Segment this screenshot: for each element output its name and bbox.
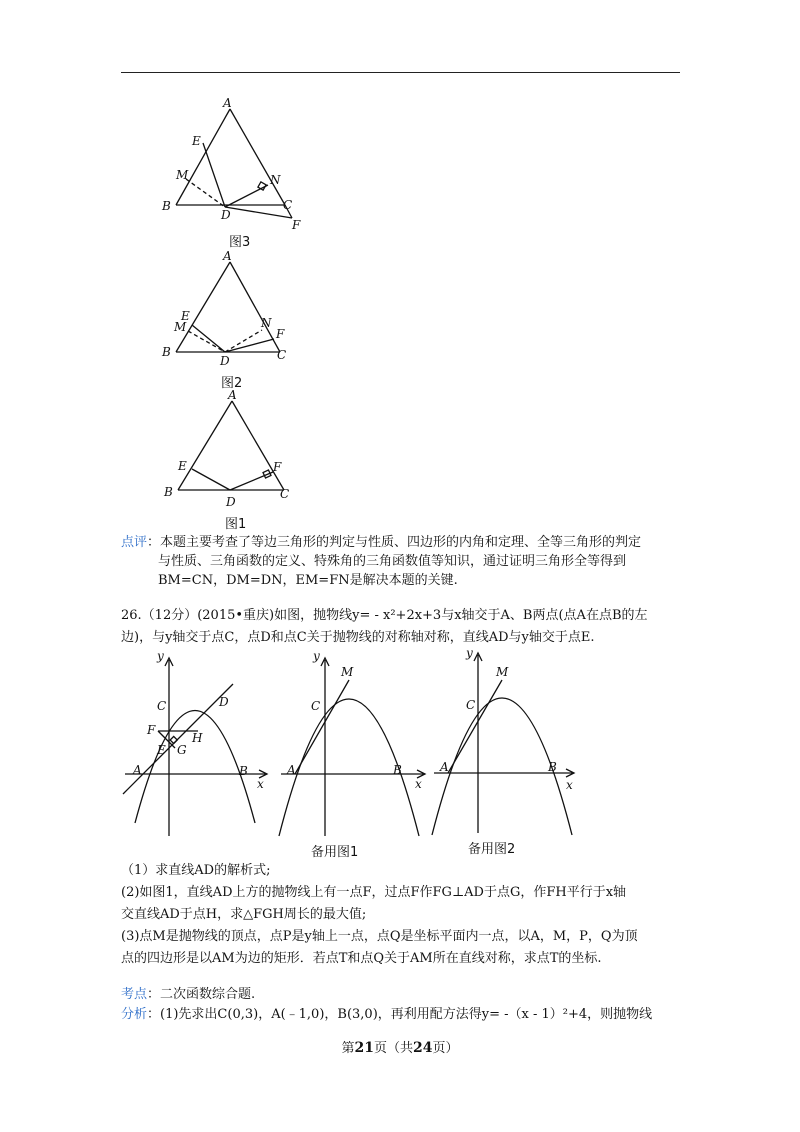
graph-figure-3 xyxy=(430,645,590,837)
label-A: A xyxy=(133,763,142,777)
label-C: C xyxy=(283,198,293,212)
axis-y: y xyxy=(157,649,164,663)
label-N: N xyxy=(270,173,281,187)
problem-line-2: 边)，与y轴交于点C，点D和点C关于抛物线的对称轴对称，直线AD与y轴交于点E. xyxy=(121,630,595,645)
label-E: E xyxy=(181,309,190,323)
label-C: C xyxy=(466,698,476,712)
question-3-line-2: 点的四边形是以AM为边的矩形．若点T和点Q关于AM所在直线对称，求点T的坐标. xyxy=(121,951,602,966)
label-B: B xyxy=(164,485,173,499)
label-M: M xyxy=(496,665,509,679)
label-N: N xyxy=(261,316,272,330)
label-B: B xyxy=(239,764,248,778)
fenxi-line: 分析：(1)先求出C(0,3)，A(﹣1,0)，B(3,0)，再利用配方法得y= -（x - 1）²+4，则抛物线 xyxy=(121,1007,653,1022)
label-M: M xyxy=(176,168,189,182)
label-E: E xyxy=(178,459,187,473)
comment-line-2: 与性质、三角函数的定义、特殊角的三角函数值等知识，通过证明三角形全等得到 xyxy=(158,554,627,569)
label-B: B xyxy=(548,760,557,774)
question-3-line-1: (3)点M是抛物线的顶点，点P是y轴上一点，点Q是坐标平面内一点，以A，M，P，Q为顶 xyxy=(121,929,638,944)
fenxi-label: 分析 xyxy=(121,1007,148,1022)
figure-3-caption: 图3 xyxy=(229,235,251,250)
label-F: F xyxy=(147,723,156,737)
axis-x: x xyxy=(415,777,422,791)
comment-line-3: BM=CN，DM=DN，EM=FN是解决本题的关键. xyxy=(158,573,458,588)
label-C: C xyxy=(311,699,321,713)
label-A: A xyxy=(223,96,232,110)
problem-line-1: 26.（12分）(2015•重庆)如图，抛物线y= - x²+2x+3与x轴交于A、B两点(点A在点B的左 xyxy=(121,608,648,623)
label-C: C xyxy=(280,487,290,501)
label-F: F xyxy=(292,218,301,232)
label-B: B xyxy=(393,763,402,777)
figure-1 xyxy=(150,386,320,511)
header-rule xyxy=(121,72,680,73)
graph-figure-1 xyxy=(115,648,275,840)
label-C: C xyxy=(157,699,167,713)
label-B: B xyxy=(162,345,171,359)
label-A: A xyxy=(287,763,296,777)
label-C: C xyxy=(277,348,287,362)
label-A: A xyxy=(223,249,232,263)
graph-3-caption: 备用图2 xyxy=(468,842,516,857)
page-total: 24 xyxy=(413,1040,433,1056)
axis-x: x xyxy=(566,778,573,792)
label-E: E xyxy=(192,134,201,148)
axis-x: x xyxy=(257,777,264,791)
kaodian-line: 考点：二次函数综合题. xyxy=(121,987,256,1002)
label-D: D xyxy=(221,208,231,222)
label-B: B xyxy=(162,199,171,213)
figure-1-caption: 图1 xyxy=(225,517,247,532)
question-2-line-1: (2)如图1，直线AD上方的抛物线上有一点F，过点F作FG⊥AD于点G，作FH平行于x轴 xyxy=(121,885,627,900)
label-F: F xyxy=(276,327,285,341)
label-D: D xyxy=(226,495,236,509)
label-M: M xyxy=(174,320,187,334)
label-A: A xyxy=(440,760,449,774)
kaodian-label: 考点 xyxy=(121,987,148,1002)
question-2-line-2: 交直线AD于点H，求△FGH周长的最大值; xyxy=(121,907,367,922)
label-M: M xyxy=(341,665,354,679)
question-1: （1）求直线AD的解析式; xyxy=(121,863,271,878)
page-footer: 第21页（共24页） xyxy=(341,1040,459,1056)
axis-y: y xyxy=(466,646,473,660)
graph-2-caption: 备用图1 xyxy=(311,845,359,860)
label-H: H xyxy=(192,731,203,745)
comment-label: 点评 xyxy=(121,535,148,550)
page-number: 21 xyxy=(354,1040,374,1056)
label-G: G xyxy=(177,743,187,757)
figure-2-caption: 图2 xyxy=(221,376,243,391)
axis-y: y xyxy=(313,649,320,663)
label-F: F xyxy=(273,460,282,474)
figure-3 xyxy=(150,95,320,240)
label-D: D xyxy=(220,354,230,368)
figure-2 xyxy=(150,248,320,373)
label-D: D xyxy=(219,695,229,709)
label-E: E xyxy=(157,743,166,757)
label-A: A xyxy=(228,388,237,402)
comment-line-1: 点评：本题主要考查了等边三角形的判定与性质、四边形的内角和定理、全等三角形的判定 xyxy=(121,535,642,550)
graph-figure-2 xyxy=(275,648,435,840)
